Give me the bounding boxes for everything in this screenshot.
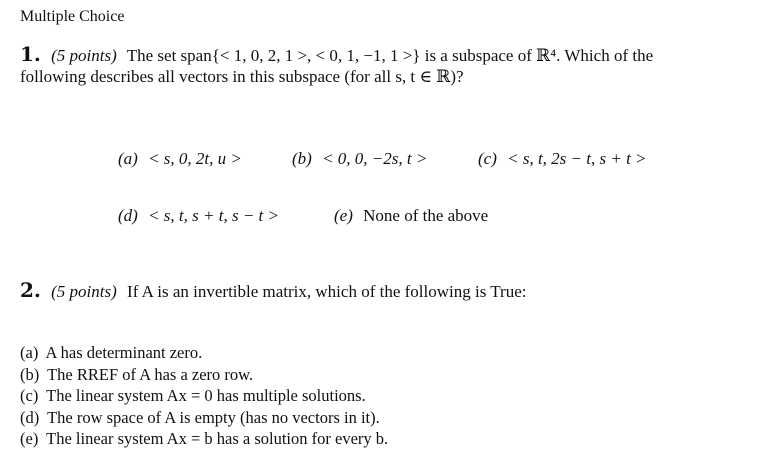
choice-value: < s, 0, 2t, u > bbox=[148, 149, 242, 168]
choice-label: (b) bbox=[292, 149, 312, 168]
question-2-choice-a[interactable] bbox=[20, 342, 388, 364]
choice-label: (a) bbox=[20, 343, 39, 362]
question-1-choice-b[interactable] bbox=[292, 149, 427, 169]
choice-label: (e) bbox=[334, 206, 353, 225]
question-1-text-line-1: The set span{< 1, 0, 2, 1 >, < 0, 1, −1, 1 >} is a subspace of ℝ⁴. Which of the bbox=[126, 46, 654, 65]
choice-value: The row space of A is empty (has no vectors in it). bbox=[47, 407, 380, 427]
question-2-choice-c[interactable] bbox=[20, 385, 388, 407]
choice-label: (d) bbox=[118, 206, 138, 225]
choice-value: < s, t, s + t, s − t > bbox=[148, 206, 279, 225]
question-1-line-1 bbox=[20, 44, 760, 66]
choice-value: The linear system Ax = b has a solution for every b. bbox=[46, 429, 389, 448]
choice-value: A has determinant zero. bbox=[45, 343, 203, 362]
question-1-number: 1. bbox=[20, 42, 41, 66]
question-1-choice-a[interactable] bbox=[118, 149, 242, 169]
question-2-points: (5 points) bbox=[51, 282, 117, 301]
question-2-choice-b[interactable] bbox=[20, 364, 388, 386]
question-1-choice-d[interactable] bbox=[118, 206, 279, 226]
choice-label: (e) bbox=[20, 429, 39, 448]
choice-value: None of the above bbox=[363, 206, 489, 225]
question-1-choice-e[interactable] bbox=[334, 206, 488, 226]
choice-value: < s, t, 2s − t, s + t > bbox=[507, 149, 647, 168]
question-2 bbox=[20, 280, 760, 302]
question-2-choice-e[interactable] bbox=[20, 428, 388, 450]
choice-value: The RREF of A has a zero row. bbox=[47, 364, 254, 384]
question-1 bbox=[20, 44, 760, 87]
question-2-number: 2. bbox=[20, 278, 41, 302]
section-title: Multiple Choice bbox=[20, 8, 125, 25]
choice-label: (c) bbox=[20, 386, 39, 405]
choice-label: (d) bbox=[20, 407, 40, 427]
question-2-text: If A is an invertible matrix, which of the following is True: bbox=[127, 282, 527, 301]
choice-label: (c) bbox=[478, 149, 497, 168]
question-1-text-line-2: following describes all vectors in this subspace (for all s, t ∈ ℝ)? bbox=[20, 67, 464, 86]
choice-value: The linear system Ax = 0 has multiple solutions. bbox=[46, 386, 366, 405]
question-1-points: (5 points) bbox=[51, 46, 117, 65]
question-2-choices bbox=[20, 342, 388, 450]
choice-label: (b) bbox=[20, 364, 40, 384]
question-2-choice-d[interactable] bbox=[20, 407, 388, 429]
choice-label: (a) bbox=[118, 149, 138, 168]
question-1-choice-c[interactable] bbox=[478, 149, 647, 169]
choice-value: < 0, 0, −2s, t > bbox=[322, 149, 428, 168]
